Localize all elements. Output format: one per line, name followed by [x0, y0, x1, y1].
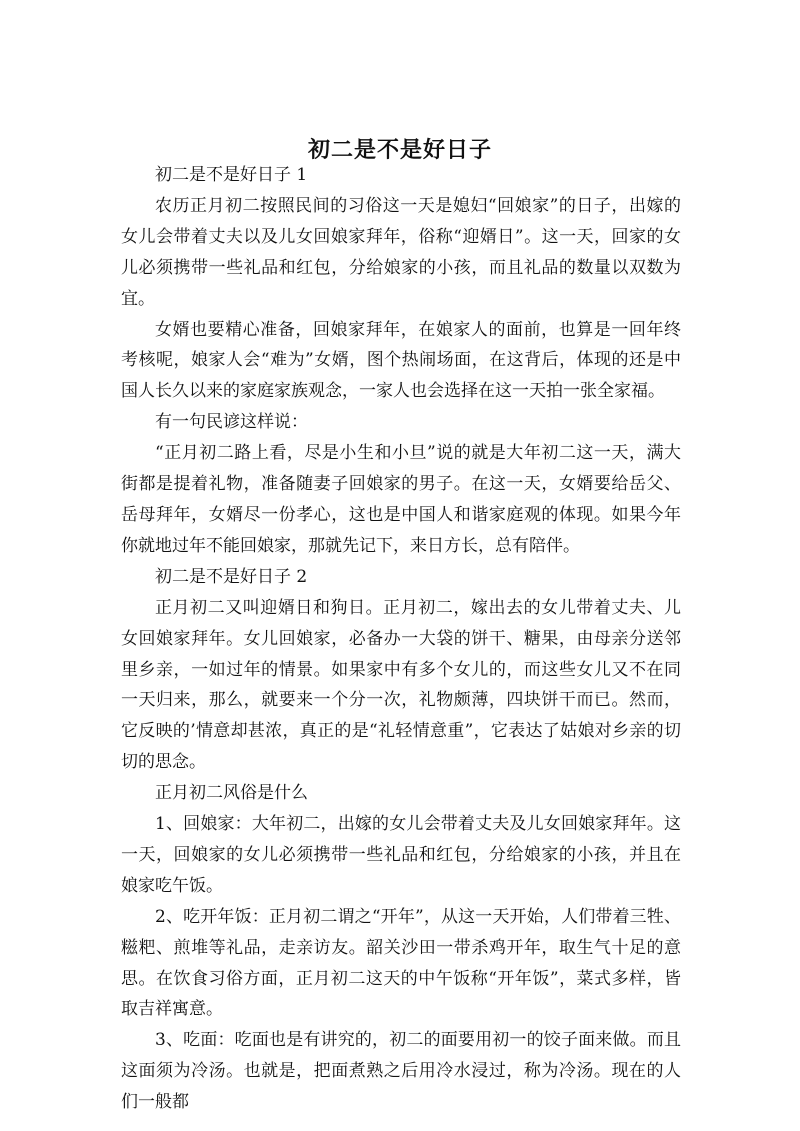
paragraph-heading-customs: 正月初二风俗是什么: [155, 783, 308, 804]
paragraph: 农历正月初二按照民间的习俗这一天是媳妇“回娘家”的日子，出嫁的女儿会带着丈夫以及儿女回娘家拜年，俗称“迎婿日”。这一天，回家的女儿必须携带一些礼品和红包，分给娘家的小孩，而且礼品的数量以双数为宜。: [121, 195, 681, 309]
paragraph: 3、吃面：吃面也是有讲究的，初二的面要用初一的饺子面来做。而且这面须为冷汤。也就是，把面煮熟之后用冷水浸过，称为冷汤。现在的人们一般都: [121, 1030, 681, 1113]
paragraph-heading-1: 初二是不是好日子 1: [155, 165, 308, 185]
paragraph: “正月初二路上看，尽是小生和小旦”说的就是大年初二这一天，满大街都是提着礼物，准备随妻子回娘家的男子。在这一天，女婿要给岳父、岳母拜年，女婿尽一份孝心，这也是中国人和谐家庭观的体现。如果今年你就地过年不能回娘家，那就先记下，来日方长，总有陪伴。: [121, 443, 681, 556]
document-title: 初二是不是好日子: [307, 137, 492, 163]
paragraph-heading-2: 初二是不是好日子 2: [155, 566, 308, 587]
paragraph: 2、吃开年饭：正月初二谓之“开年”，从这一天开始，人们带着三牲、糍粑、煎堆等礼品，走亲访友。韶关沙田一带杀鸡开年，取生气十足的意思。在饮食习俗方面，正月初二这天的中午饭称“开年饭”，菜式多样，皆取吉祥寓意。: [121, 906, 681, 1020]
document-body: [121, 160, 681, 1118]
paragraph: 女婿也要精心准备，回娘家拜年，在娘家人的面前，也算是一回年终考核呢，娘家人会“难为”女婿，图个热闹场面，在这背后，体现的还是中国人长久以来的家庭家族观念，一家人也会选择在这一天拍一张全家福。: [121, 319, 681, 402]
paragraph: 有一句民谚这样说：: [155, 412, 308, 433]
paragraph: 正月初二又叫迎婿日和狗日。正月初二，嫁出去的女儿带着丈夫、儿女回娘家拜年。女儿回娘家，必备办一大袋的饼干、糖果，由母亲分送邻里乡亲，一如过年的情景。如果家中有多个女儿的，而这些女儿又不在同一天归来，那么，就要来一个分一次，礼物颇薄，四块饼干而已。然而，它反映的’情意却甚浓，真正的是“礼轻情意重”，它表达了姑娘对乡亲的切切的思念。: [121, 597, 681, 773]
paragraph: 1、回娘家：大年初二，出嫁的女儿会带着丈夫及儿女回娘家拜年。这一天，回娘家的女儿必须携带一些礼品和红包，分给娘家的小孩，并且在娘家吃午饭。: [121, 814, 681, 896]
